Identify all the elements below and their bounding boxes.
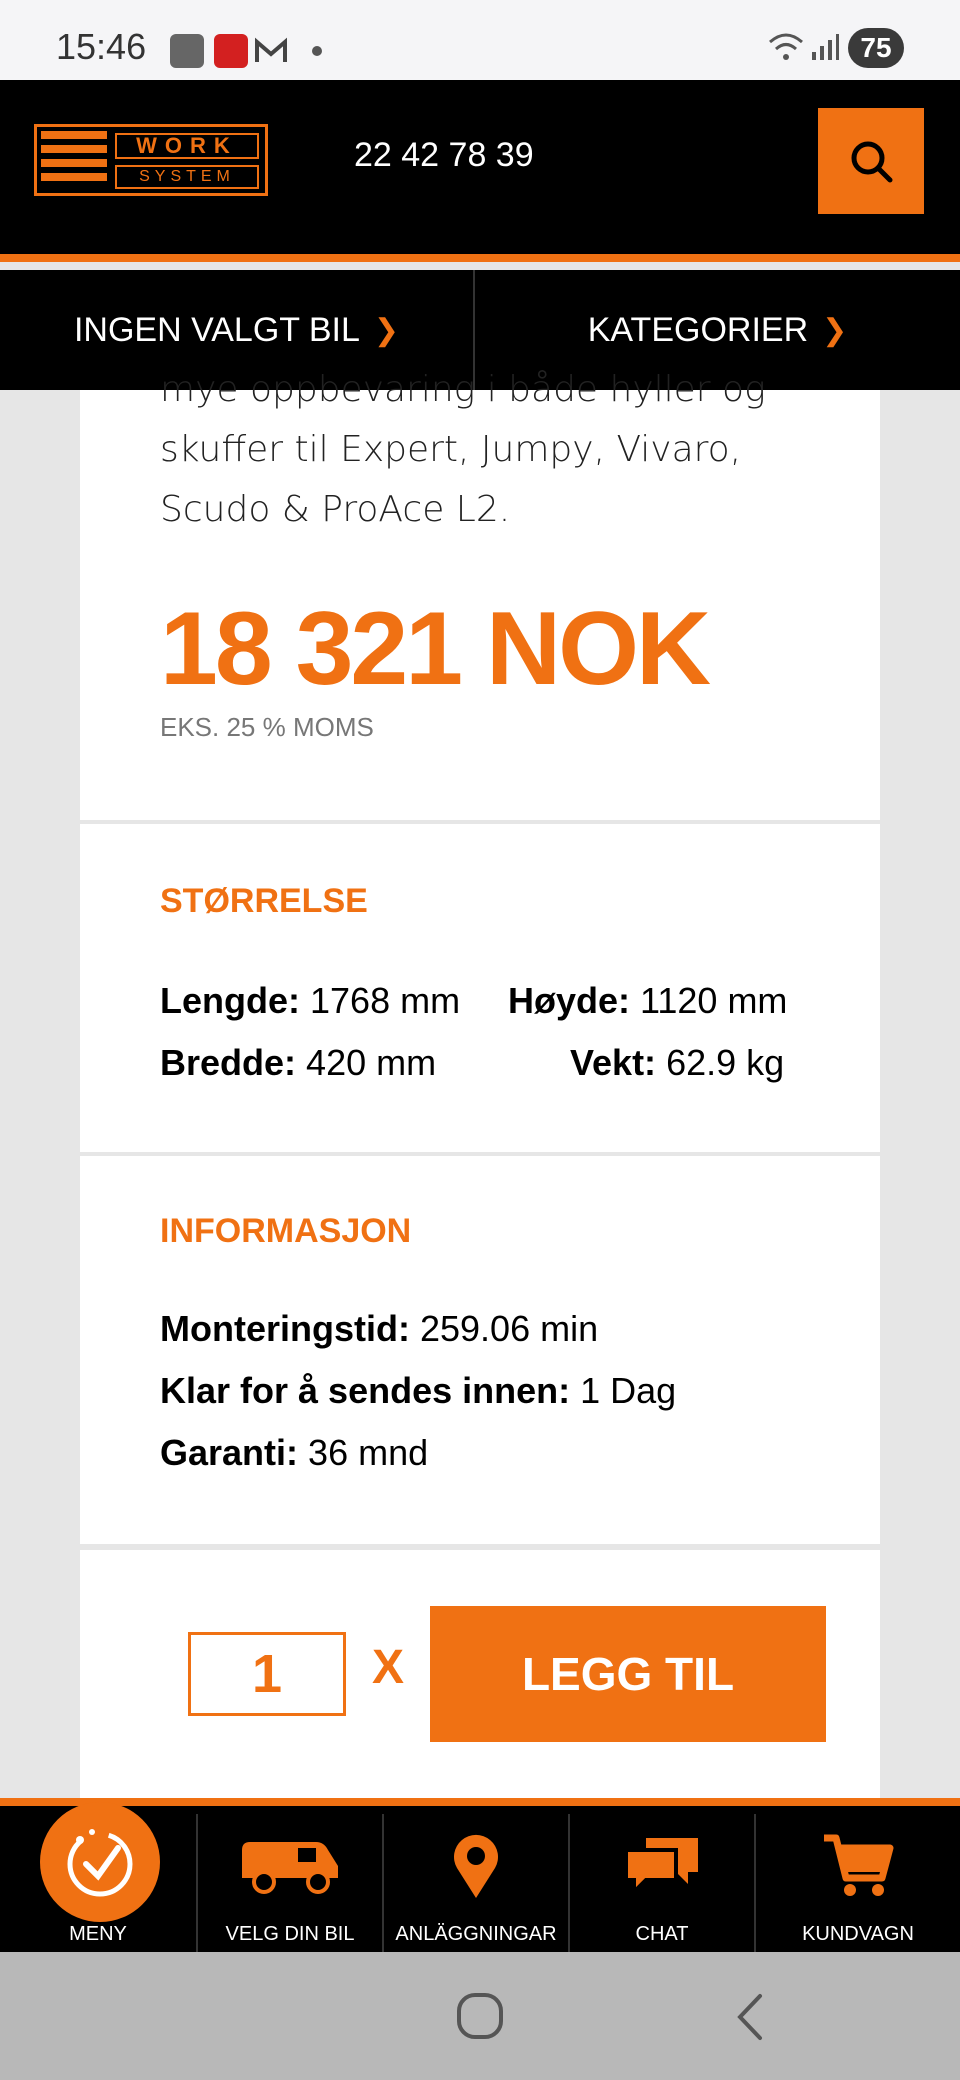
vehicle-selector-label: INGEN VALGT BIL: [73, 310, 360, 349]
times-symbol: X: [372, 1641, 405, 1694]
bottom-nav-label: KUNDVAGN: [802, 1923, 914, 1945]
shipping-label: Klar for å sendes innen:: [160, 1370, 571, 1411]
location-pin-icon: [451, 1832, 501, 1900]
info-title: INFORMASJON: [160, 1212, 412, 1250]
status-bar: [0, 0, 960, 80]
warranty-value: 36 mnd: [308, 1432, 429, 1473]
bottom-nav-chat[interactable]: [570, 1814, 756, 1960]
logo-word: WORK: [115, 133, 259, 159]
mount-time-value: 259.06 min: [419, 1308, 599, 1349]
bottom-nav-label: VELG DIN BIL: [225, 1923, 355, 1945]
back-icon[interactable]: [730, 1992, 770, 2042]
chevron-down-icon: ❯: [373, 313, 400, 347]
bottom-nav-label: CHAT: [635, 1923, 689, 1945]
signal-icon: [810, 32, 840, 62]
wifi-icon: [766, 30, 806, 64]
description-line: skuffer til Expert, Jumpy, Vivaro,: [160, 429, 742, 470]
quantity-input[interactable]: [188, 1632, 346, 1716]
van-icon: [238, 1832, 342, 1896]
weight-value: 62.9 kg: [666, 1042, 785, 1083]
system-navigation-bar: [0, 1952, 960, 2080]
length-spec: [160, 980, 460, 1022]
mount-time-label: Monteringstid:: [160, 1308, 410, 1349]
categories-label: KATEGORIER: [587, 310, 809, 349]
gmail-icon: [254, 34, 288, 68]
search-button[interactable]: [818, 108, 924, 214]
height-value: 1120 mm: [640, 980, 788, 1021]
work-system-logo[interactable]: [34, 124, 268, 196]
add-to-cart-button[interactable]: LEGG TIL: [430, 1606, 826, 1742]
height-spec: [508, 980, 787, 1022]
length-value: 1768 mm: [310, 980, 461, 1021]
shipping-spec: [160, 1370, 676, 1412]
size-title: STØRRELSE: [160, 882, 368, 920]
shipping-value: 1 Dag: [580, 1370, 677, 1411]
width-value: 420 mm: [306, 1042, 437, 1083]
description-line: Scudo & ProAce L2.: [160, 489, 511, 530]
chevron-down-icon: ❯: [822, 313, 848, 347]
mount-time-spec: [160, 1308, 598, 1350]
bottom-nav-anlaggningar[interactable]: [384, 1814, 570, 1960]
logo-drawers-icon: [41, 131, 107, 189]
bottom-nav-velg-din-bil[interactable]: [198, 1814, 384, 1960]
home-icon[interactable]: [454, 1990, 506, 2042]
vat-note: EKS. 25 % MOMS: [160, 712, 374, 742]
bottom-nav-label: MENY: [69, 1923, 127, 1945]
recent-apps-icon[interactable]: [186, 1992, 236, 2042]
search-icon: [818, 108, 924, 214]
product-price: 18 321 NOK: [160, 591, 709, 707]
bottom-nav-kundvagn[interactable]: [756, 1814, 960, 1960]
notification-dot-icon: [312, 46, 322, 56]
battery-indicator: 75: [848, 28, 904, 68]
bottom-nav: [0, 1798, 960, 1952]
pdf-notification-icon: [214, 34, 248, 68]
menu-check-icon: [40, 1802, 160, 1922]
bottom-nav-label: ANLÄGGNINGAR: [395, 1923, 557, 1945]
warranty-label: Garanti:: [160, 1432, 299, 1473]
width-spec: [160, 1042, 436, 1084]
warranty-spec: [160, 1432, 428, 1474]
chat-icon: [622, 1832, 702, 1896]
app-notification-icon: [170, 34, 204, 68]
height-label: Høyde:: [508, 980, 631, 1021]
weight-spec: [570, 1042, 784, 1084]
bottom-nav-meny[interactable]: [0, 1814, 198, 1960]
phone-number-link[interactable]: 22 42 78 39: [354, 136, 534, 174]
status-time: 15:46: [56, 26, 147, 67]
width-label: Bredde:: [160, 1042, 297, 1083]
site-header: [0, 80, 960, 262]
cart-icon: [822, 1832, 894, 1900]
length-label: Lengde:: [160, 980, 300, 1021]
description-line: mye oppbevaring i både hyller og: [160, 369, 766, 410]
size-card: [80, 824, 880, 1152]
weight-label: Vekt:: [570, 1042, 657, 1083]
info-card: [80, 1156, 880, 1544]
logo-sub: SYSTEM: [115, 165, 259, 189]
